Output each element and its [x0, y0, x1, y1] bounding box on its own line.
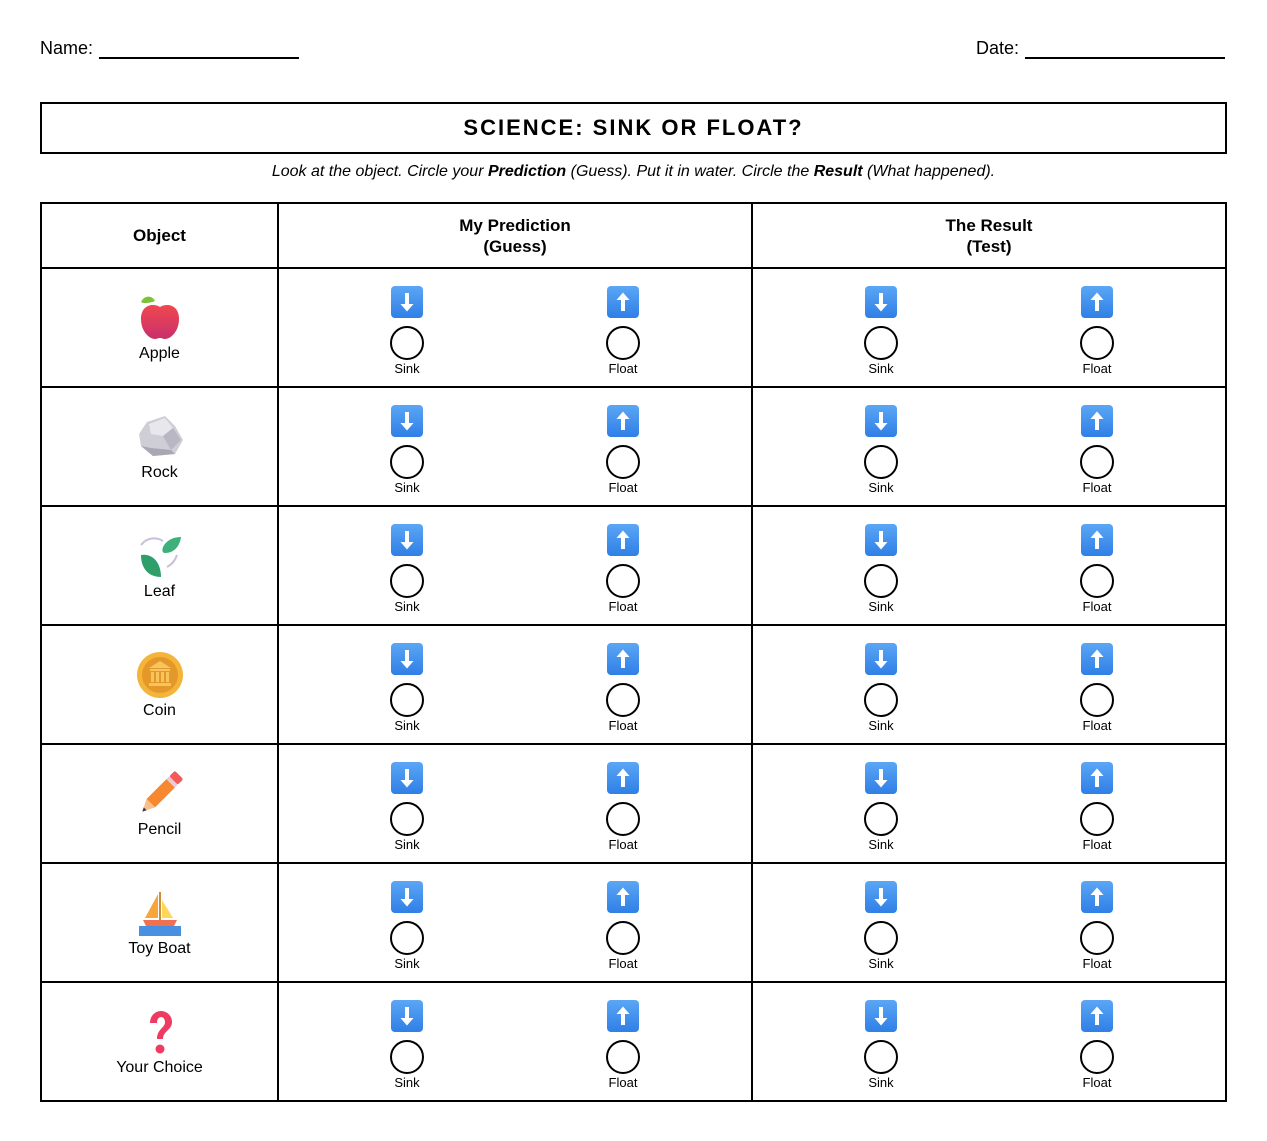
- pencil-icon: [135, 769, 185, 819]
- arrow-down-box-icon: [391, 643, 423, 675]
- prediction-cell: [278, 625, 752, 744]
- arrow-up-box-icon: [607, 643, 639, 675]
- float-label: Float: [1082, 717, 1112, 733]
- sink-label: Sink: [394, 955, 420, 971]
- result-float-option[interactable]: [1047, 286, 1147, 376]
- table-row: [41, 625, 1226, 744]
- prediction-sink-circle[interactable]: [390, 802, 424, 836]
- object-label: Pencil: [137, 820, 182, 838]
- object: [42, 293, 277, 363]
- arrow-up-box-icon: [1081, 643, 1113, 675]
- sink-label: Sink: [394, 360, 420, 376]
- rock-icon: [135, 412, 185, 462]
- result-cell: [752, 863, 1226, 982]
- result-cell: [752, 268, 1226, 387]
- float-label: Float: [1082, 1074, 1112, 1090]
- prediction-cell: [278, 506, 752, 625]
- prediction-sink-circle[interactable]: [390, 445, 424, 479]
- result-cell: [752, 506, 1226, 625]
- sink-label: Sink: [868, 955, 894, 971]
- result-sink-option[interactable]: [831, 405, 931, 495]
- result-choices: [753, 756, 1225, 852]
- result-cell: [752, 625, 1226, 744]
- object: [42, 1007, 277, 1077]
- result-float-option[interactable]: [1047, 405, 1147, 495]
- result-float-option[interactable]: [1047, 881, 1147, 971]
- question-mark-icon: [135, 1007, 185, 1057]
- result-sink-option[interactable]: [831, 762, 931, 852]
- object-label: Coin: [143, 701, 176, 719]
- sink-label: Sink: [394, 1074, 420, 1090]
- object-cell: [41, 625, 278, 744]
- object: [42, 769, 277, 839]
- name-blank-line[interactable]: [99, 41, 299, 59]
- sink-label: Sink: [394, 479, 420, 495]
- prediction-header-line2: (Guess): [483, 236, 547, 256]
- arrow-down-box-icon: [865, 1000, 897, 1032]
- result-sink-option[interactable]: [831, 524, 931, 614]
- result-sink-option[interactable]: [831, 881, 931, 971]
- result-float-circle[interactable]: [1080, 445, 1114, 479]
- instructions-bold-result: Result: [813, 163, 863, 180]
- arrow-up-box-icon: [607, 881, 639, 913]
- prediction-float-option[interactable]: [573, 643, 673, 733]
- table-row: [41, 744, 1226, 863]
- prediction-float-circle[interactable]: [606, 564, 640, 598]
- prediction-cell: [278, 744, 752, 863]
- prediction-float-option[interactable]: [573, 762, 673, 852]
- prediction-float-circle[interactable]: [606, 683, 640, 717]
- float-label: Float: [1082, 955, 1112, 971]
- prediction-sink-option[interactable]: [357, 643, 457, 733]
- table-header-row: [41, 203, 1226, 268]
- float-label: Float: [608, 717, 638, 733]
- prediction-float-option[interactable]: [573, 286, 673, 376]
- arrow-down-box-icon: [865, 405, 897, 437]
- object-cell: [41, 744, 278, 863]
- arrow-down-box-icon: [865, 881, 897, 913]
- instructions-text: (Guess). Put it in water. Circle the: [566, 163, 814, 180]
- float-label: Float: [1082, 836, 1112, 852]
- prediction-float-option[interactable]: [573, 405, 673, 495]
- worksheet-title: SCIENCE: SINK OR FLOAT?: [40, 102, 1227, 154]
- date-field: [976, 38, 1225, 59]
- prediction-sink-option[interactable]: [357, 762, 457, 852]
- arrow-down-box-icon: [391, 762, 423, 794]
- column-header-result: [752, 203, 1226, 268]
- arrow-down-box-icon: [865, 643, 897, 675]
- result-float-circle[interactable]: [1080, 802, 1114, 836]
- sink-label: Sink: [868, 360, 894, 376]
- column-header-object: Object: [41, 203, 278, 268]
- prediction-sink-option[interactable]: [357, 286, 457, 376]
- object: [42, 888, 277, 958]
- prediction-float-option[interactable]: [573, 1000, 673, 1090]
- name-field: [40, 38, 299, 59]
- result-float-option[interactable]: [1047, 762, 1147, 852]
- float-label: Float: [608, 598, 638, 614]
- object-label: Toy Boat: [128, 939, 191, 957]
- column-header-prediction: [278, 203, 752, 268]
- float-label: Float: [608, 479, 638, 495]
- prediction-sink-circle[interactable]: [390, 326, 424, 360]
- sink-label: Sink: [394, 598, 420, 614]
- prediction-choices: [279, 756, 751, 852]
- result-choices: [753, 280, 1225, 376]
- prediction-sink-circle[interactable]: [390, 683, 424, 717]
- arrow-down-box-icon: [391, 881, 423, 913]
- instructions-bold-prediction: Prediction: [487, 163, 567, 180]
- float-label: Float: [608, 1074, 638, 1090]
- result-choices: [753, 637, 1225, 733]
- object: [42, 412, 277, 482]
- coin-icon: [135, 650, 185, 700]
- sink-label: Sink: [868, 598, 894, 614]
- arrow-up-box-icon: [607, 524, 639, 556]
- apple-icon: [135, 293, 185, 343]
- object-label: Your Choice: [116, 1058, 203, 1076]
- prediction-sink-option[interactable]: [357, 524, 457, 614]
- result-header-line1: The Result: [945, 215, 1033, 235]
- prediction-choices: [279, 994, 751, 1090]
- object-cell: [41, 863, 278, 982]
- object-label: Apple: [139, 344, 180, 362]
- table-row: [41, 863, 1226, 982]
- prediction-float-option[interactable]: [573, 881, 673, 971]
- instructions: [0, 163, 1267, 181]
- float-label: Float: [608, 360, 638, 376]
- prediction-sink-option[interactable]: [357, 881, 457, 971]
- arrow-up-box-icon: [1081, 524, 1113, 556]
- arrow-up-box-icon: [1081, 881, 1113, 913]
- sink-label: Sink: [868, 479, 894, 495]
- arrow-up-box-icon: [607, 1000, 639, 1032]
- arrow-down-box-icon: [391, 405, 423, 437]
- result-choices: [753, 994, 1225, 1090]
- object-cell: [41, 387, 278, 506]
- result-float-circle[interactable]: [1080, 564, 1114, 598]
- arrow-down-box-icon: [865, 762, 897, 794]
- result-sink-option[interactable]: [831, 286, 931, 376]
- result-float-circle[interactable]: [1080, 683, 1114, 717]
- name-label: Name:: [40, 38, 94, 58]
- sailboat-icon: [135, 888, 185, 938]
- result-float-option[interactable]: [1047, 1000, 1147, 1090]
- prediction-float-circle[interactable]: [606, 326, 640, 360]
- object: [42, 531, 277, 601]
- result-choices: [753, 875, 1225, 971]
- sink-float-table: [40, 202, 1227, 1102]
- arrow-up-box-icon: [607, 286, 639, 318]
- sink-label: Sink: [394, 836, 420, 852]
- float-label: Float: [608, 836, 638, 852]
- result-float-circle[interactable]: [1080, 921, 1114, 955]
- arrow-up-box-icon: [607, 762, 639, 794]
- prediction-cell: [278, 982, 752, 1101]
- object-cell: [41, 982, 278, 1101]
- table-row: [41, 387, 1226, 506]
- date-label: Date:: [976, 38, 1020, 58]
- result-sink-circle[interactable]: [864, 921, 898, 955]
- object-label: Leaf: [143, 582, 176, 600]
- sink-label: Sink: [868, 717, 894, 733]
- prediction-sink-circle[interactable]: [390, 1040, 424, 1074]
- result-sink-option[interactable]: [831, 1000, 931, 1090]
- prediction-sink-option[interactable]: [357, 405, 457, 495]
- instructions-text: Look at the object. Circle your: [271, 163, 488, 180]
- sink-label: Sink: [868, 1074, 894, 1090]
- prediction-float-circle[interactable]: [606, 1040, 640, 1074]
- result-cell: [752, 387, 1226, 506]
- result-float-circle[interactable]: [1080, 326, 1114, 360]
- result-sink-circle[interactable]: [864, 445, 898, 479]
- result-float-option[interactable]: [1047, 524, 1147, 614]
- sink-label: Sink: [868, 836, 894, 852]
- result-choices: [753, 518, 1225, 614]
- arrow-down-box-icon: [865, 286, 897, 318]
- table-row: [41, 982, 1226, 1101]
- float-label: Float: [1082, 598, 1112, 614]
- prediction-choices: [279, 518, 751, 614]
- result-sink-circle[interactable]: [864, 564, 898, 598]
- object-cell: [41, 268, 278, 387]
- float-label: Float: [1082, 479, 1112, 495]
- prediction-choices: [279, 637, 751, 733]
- arrow-up-box-icon: [1081, 405, 1113, 437]
- arrow-up-box-icon: [1081, 1000, 1113, 1032]
- prediction-cell: [278, 387, 752, 506]
- sink-label: Sink: [394, 717, 420, 733]
- result-choices: [753, 399, 1225, 495]
- prediction-sink-circle[interactable]: [390, 921, 424, 955]
- result-sink-circle[interactable]: [864, 326, 898, 360]
- leaf-icon: [135, 531, 185, 581]
- object: [42, 650, 277, 720]
- date-blank-line[interactable]: [1025, 41, 1225, 59]
- arrow-up-box-icon: [1081, 762, 1113, 794]
- result-sink-option[interactable]: [831, 643, 931, 733]
- arrow-up-box-icon: [1081, 286, 1113, 318]
- arrow-down-box-icon: [391, 286, 423, 318]
- prediction-choices: [279, 875, 751, 971]
- prediction-float-circle[interactable]: [606, 802, 640, 836]
- table-row: [41, 506, 1226, 625]
- prediction-header-line1: My Prediction: [459, 215, 571, 235]
- object-label: Rock: [141, 463, 178, 481]
- float-label: Float: [1082, 360, 1112, 376]
- prediction-sink-option[interactable]: [357, 1000, 457, 1090]
- result-cell: [752, 744, 1226, 863]
- prediction-sink-circle[interactable]: [390, 564, 424, 598]
- prediction-cell: [278, 863, 752, 982]
- result-cell: [752, 982, 1226, 1101]
- result-float-option[interactable]: [1047, 643, 1147, 733]
- prediction-float-option[interactable]: [573, 524, 673, 614]
- result-sink-circle[interactable]: [864, 683, 898, 717]
- table-row: [41, 268, 1226, 387]
- object-cell: [41, 506, 278, 625]
- instructions-text: (What happened).: [862, 163, 996, 180]
- result-float-circle[interactable]: [1080, 1040, 1114, 1074]
- prediction-cell: [278, 268, 752, 387]
- prediction-choices: [279, 399, 751, 495]
- prediction-choices: [279, 280, 751, 376]
- arrow-down-box-icon: [391, 524, 423, 556]
- result-sink-circle[interactable]: [864, 802, 898, 836]
- result-sink-circle[interactable]: [864, 1040, 898, 1074]
- prediction-float-circle[interactable]: [606, 445, 640, 479]
- prediction-float-circle[interactable]: [606, 921, 640, 955]
- float-label: Float: [608, 955, 638, 971]
- result-header-line2: (Test): [966, 236, 1012, 256]
- arrow-down-box-icon: [391, 1000, 423, 1032]
- arrow-up-box-icon: [607, 405, 639, 437]
- arrow-down-box-icon: [865, 524, 897, 556]
